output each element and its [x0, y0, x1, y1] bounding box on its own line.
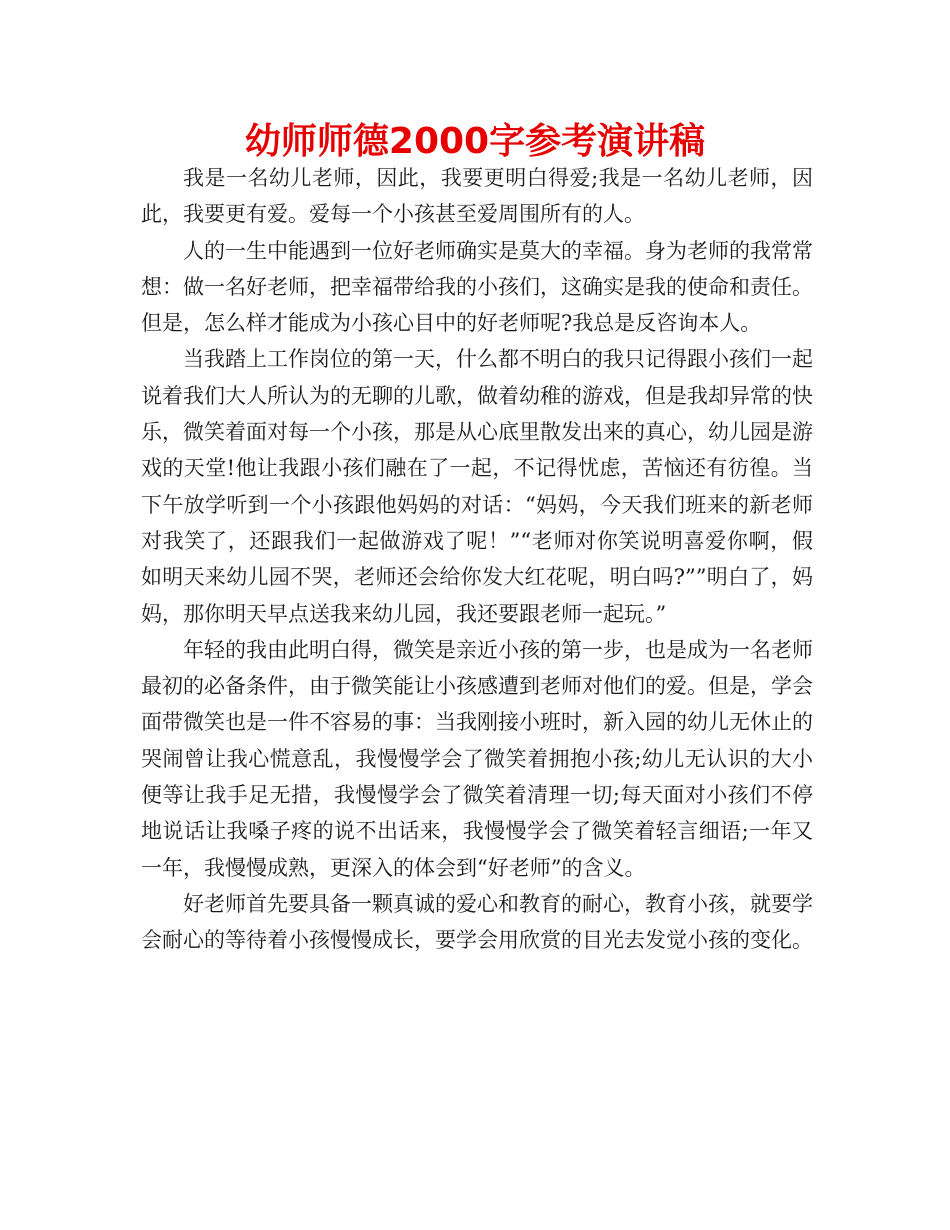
- paragraph-3: 当我踏上工作岗位的第一天，什么都不明白的我只记得跟小孩们一起说着我们大人所认为的无聊的儿歌，做着幼稚的游戏，但是我却异常的快乐，微笑着面对每一个小孩，那是从心底里散发出来的真心，幼儿园是游戏的天堂!他让我跟小孩们融在了一起，不记得忧虑，苦恼还有彷徨。当下午放学听到一个小孩跟他妈妈的对话：“妈妈，今天我们班来的新老师对我笑了，还跟我们一起做游戏了呢！”“老师对你笑说明喜爱你啊，假如明天来幼儿园不哭，老师还会给你发大红花呢，明白吗?””明白了，妈妈，那你明天早点送我来幼儿园，我还要跟老师一起玩。”: [141, 347, 813, 626]
- document-body: [141, 160, 813, 959]
- paragraph-2: 人的一生中能遇到一位好老师确实是莫大的幸福。身为老师的我常常想：做一名好老师，把幸福带给我的小孩们，这确实是我的使命和责任。但是，怎么样才能成为小孩心目中的好老师呢?我总是反咨询本人。: [141, 238, 813, 336]
- paragraph-5: 好老师首先要具备一颗真诚的爱心和教育的耐心，教育小孩，就要学会耐心的等待着小孩慢慢成长，要学会用欣赏的目光去发觉小孩的变化。: [141, 891, 813, 953]
- paragraph-1: 我是一名幼儿老师，因此，我要更明白得爱;我是一名幼儿老师，因此，我要更有爱。爱每一个小孩甚至爱周围所有的人。: [141, 166, 813, 227]
- document-title: 幼师师德2000字参考演讲稿: [244, 121, 706, 162]
- paragraph-4: 年轻的我由此明白得，微笑是亲近小孩的第一步，也是成为一名老师最初的必备条件，由于微笑能让小孩感遭到老师对他们的爱。但是，学会面带微笑也是一件不容易的事：当我刚接小班时，新入园的幼儿无休止的哭闹曾让我心慌意乱，我慢慢学会了微笑着拥抱小孩;幼儿无认识的大小便等让我手足无措，我慢慢学会了微笑着清理一切;每天面对小孩们不停地说话让我嗓子疼的说不出话来，我慢慢学会了微笑着轻言细语;一年又一年，我慢慢成熟，更深入的体会到“好老师”的含义。: [141, 637, 813, 880]
